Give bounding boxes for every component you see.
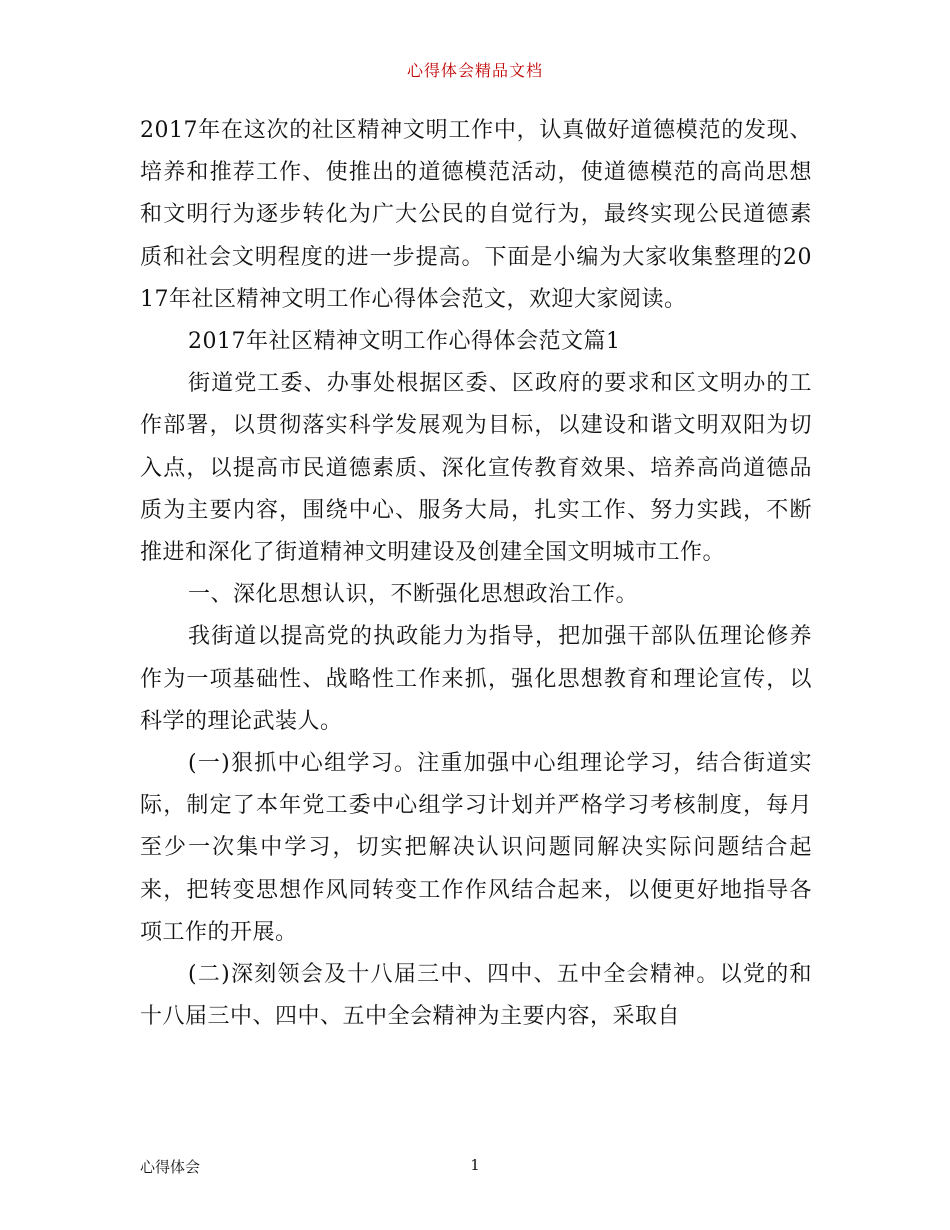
page-number: 1 — [470, 1156, 480, 1174]
document-body — [140, 110, 812, 1038]
body-paragraph: (一)狠抓中心组学习。注重加强中心组理论学习，结合街道实际，制定了本年党工委中心组学习计划并严格学习考核制度，每月至少一次集中学习，切实把解决认识问题同解决实际问题结合起来，把转变思想作风同转变工作作风结合起来，以便更好地指导各项工作的开展。 — [140, 751, 812, 945]
body-paragraph: 街道党工委、办事处根据区委、区政府的要求和区文明办的工作部署，以贯彻落实科学发展观为目标，以建设和谐文明双阳为切入点，以提高市民道德素质、深化宣传教育效果、培养高尚道德品质为主要内容，围绕中心、服务大局，扎实工作、努力实践，不断推进和深化了街道精神文明建设及创建全国文明城市工作。 — [140, 371, 812, 566]
body-paragraph: 我街道以提高党的执政能力为指导，把加强干部队伍理论修养作为一项基础性、战略性工作来抓，强化思想教育和理论宣传，以科学的理论武装人。 — [140, 624, 812, 734]
subsection-heading: 一、深化思想认识，不断强化思想政治工作。 — [188, 582, 639, 608]
intro-paragraph: 2017年在这次的社区精神文明工作中，认真做好道德模范的发现、培养和推荐工作、使推出的道德模范活动，使道德模范的高尚思想和文明行为逐步转化为广大公民的自觉行为，最终实现公民道德素质和社会文明程度的进一步提高。下面是小编为大家收集整理的2017年社区精神文明工作心得体会范文，欢迎大家阅读。 — [140, 118, 812, 312]
body-paragraph: (二)深刻领会及十八届三中、四中、五中全会精神。以党的和十八届三中、四中、五中全会精神为主要内容，采取自 — [140, 962, 812, 1030]
section-heading: 2017年社区精神文明工作心得体会范文篇1 — [188, 329, 621, 355]
page-footer-label: 心得体会 — [140, 1158, 201, 1176]
page-header-title: 心得体会精品文档 — [406, 61, 543, 80]
